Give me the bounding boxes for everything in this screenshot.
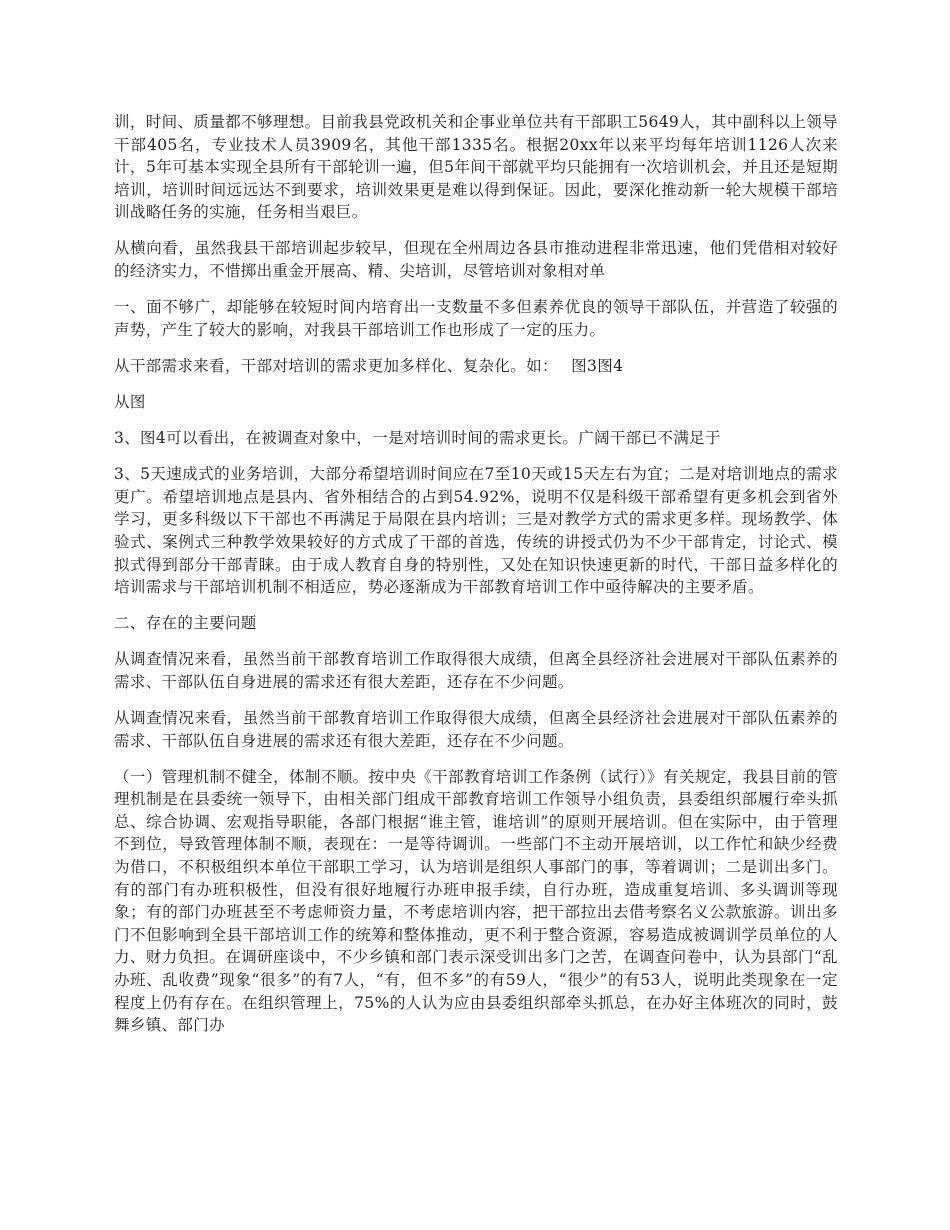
- paragraph-narrow-scope: 一、面不够广，却能够在较短时间内培育出一支数量不多但素养优良的领导干部队伍，并营造了较强的声势，产生了较大的影响，对我县干部培训工作也形成了一定的压力。: [114, 298, 838, 339]
- paragraph-horizontal-view: 从横向看，虽然我县干部培训起步较早，但现在全州周边各县市推动进程非常迅速，他们凭借相对较好的经济实力，不惜掷出重金开展高、精、尖培训，尽管培训对象相对单: [114, 239, 838, 281]
- paragraph-from-figure: 从图: [114, 392, 146, 411]
- document-body: [114, 111, 838, 1050]
- paragraph-demand-intro: 从干部需求来看，干部对培训的需求更加多样化、复杂化。如： 图3图4: [114, 356, 624, 375]
- paragraph-training-status: 训，时间、质量都不够理想。目前我县党政机关和企事业单位共有干部职工5649人，其中副科以上领导干部405名，专业技术人员3909名，其他干部1335名。根据20xx年以来平均每年培训1126人次来计，5年可基本实现全县所有干部轮训一遍，但5年间干部就平均只能拥有一次培训机会，并且还是短期培训，培训时间远远达不到要求，培训效果更是难以得到保证。因此，要深化推动新一轮大规模干部培训战略任务的实施，任务相当艰巨。: [114, 113, 838, 222]
- paragraph-survey-summary-repeat: 从调查情况来看，虽然当前干部教育培训工作取得很大成绩，但离全县经济社会进展对干部队伍素养的需求、干部队伍自身进展的需求还有很大差距，还存在不少问题。: [114, 708, 838, 750]
- section-heading-main-problems: 二、存在的主要问题: [114, 614, 257, 633]
- paragraph-management-mechanism: （一）管理机制不健全，体制不顺。按中央《干部教育培训工作条例（试行）》有关规定，我县目前的管理机制是在县委统一领导下，由相关部门组成干部教育培训工作领导小组负责，县委组织部履行牵头抓总、综合协调、宏观指导职能，各部门根据“谁主管，谁培训”的原则开展培训。但在实际中，由于管理不到位，导致管理体制不顺，表现在：一是等待调训。一些部门不主动开展培训，以工作忙和缺少经费为借口，不积极组织本单位干部职工学习，认为培训是组织人事部门的事，等着调训；二是训出多门。有的部门有办班积极性，但没有很好地履行办班申报手续，自行办班，造成重复培训、多头调训等现象；有的部门办班甚至不考虑师资力量，不考虑培训内容，把干部拉出去借考察名义公款旅游。训出多门不但影响到全县干部培训工作的统筹和整体推动，更不利于整合资源，容易造成被调训学员单位的人力、财力负担。在调研座谈中，不少乡镇和部门表示深受训出多门之苦，在调查问卷中，认为县部门“乱办班、乱收费”现象“很多”的有7人，“有，但不多”的有59人，“很少”的有53人，说明此类现象在一定程度上仍有存在。在组织管理上，75%的人认为应由县委组织部牵头抓总，在办好主体班次的同时，鼓舞乡镇、部门办: [114, 767, 838, 1035]
- paragraph-demand-details: 3、5天速成式的业务培训，大部分希望培训时间应在7至10天或15天左右为宜；二是对培训地点的需求更广。希望培训地点是县内、省外相结合的占到54.92%，说明不仅是科级干部希望有更多机会到省外学习，更多科级以下干部也不再满足于局限在县内培训；三是对教学方式的需求更多样。现场教学、体验式、案例式三种教学效果较好的方式成了干部的首选，传统的讲授式仍为不少干部肯定，讨论式、模拟式得到部分干部青睐。由于成人教育自身的特别性，又处在知识快速更新的时代，干部日益多样化的培训需求与干部培训机制不相适应，势必逐渐成为干部教育培训工作中亟待解决的主要矛盾。: [114, 465, 838, 597]
- paragraph-survey-summary: 从调查情况来看，虽然当前干部教育培训工作取得很大成绩，但离全县经济社会进展对干部队伍素养的需求、干部队伍自身进展的需求还有很大差距，还存在不少问题。: [114, 650, 838, 691]
- paragraph-figure-analysis: 3、图4可以看出，在被调查对象中，一是对培训时间的需求更长。广阔干部已不满足于: [114, 429, 721, 448]
